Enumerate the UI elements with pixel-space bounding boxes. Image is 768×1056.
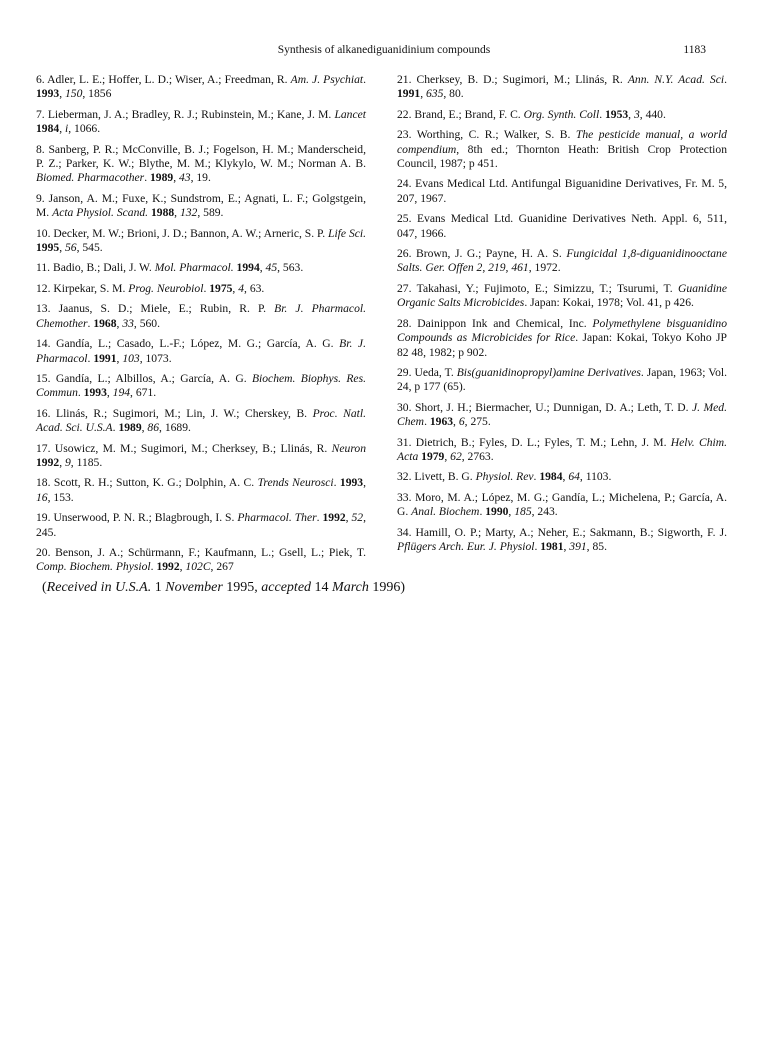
- text-segment: 1979: [421, 449, 445, 463]
- text-segment: . Japan: Kokai, Tokyo Koho JP 82 48, 1982; p 902.: [397, 331, 730, 359]
- text-segment: 102C: [185, 560, 211, 574]
- text-segment: 33. Moro, M. A.; López, M. G.; Gandía, L.; Michelena, P.; García, A. G.: [397, 490, 730, 519]
- reference-entry: [397, 525, 730, 555]
- text-segment: 1993: [339, 476, 364, 490]
- text-segment: 1989: [118, 421, 142, 435]
- text-segment: , 275.: [464, 415, 491, 429]
- text-segment: Physiol. Rev: [475, 470, 534, 484]
- text-segment: , 243.: [531, 505, 558, 519]
- text-segment: .: [534, 539, 541, 553]
- text-segment: ,: [173, 171, 179, 185]
- text-segment: 103: [122, 351, 140, 365]
- reference-entry: [397, 247, 730, 276]
- text-segment: 17. Usowicz, M. M.; Sugimori, M.; Cherksey, B.; Llinás, R.: [36, 441, 332, 455]
- text-segment: .: [87, 351, 94, 365]
- text-segment: ,: [116, 351, 123, 365]
- received-accepted-note: [42, 580, 405, 596]
- text-segment: 62: [450, 449, 462, 463]
- text-segment: .: [316, 511, 323, 525]
- text-segment: .: [112, 421, 119, 435]
- text-segment: , 85.: [586, 539, 607, 553]
- text-segment: 1963: [429, 415, 454, 429]
- reference-entry: [397, 365, 730, 395]
- text-segment: Ann. N.Y. Acad. Sci: [627, 73, 725, 86]
- text-segment: .: [479, 505, 486, 519]
- reference-entry: [36, 337, 369, 366]
- text-segment: November: [165, 580, 223, 595]
- text-segment: ,: [508, 505, 515, 519]
- text-segment: ,: [106, 386, 113, 400]
- text-segment: 45: [265, 261, 278, 275]
- text-segment: Comp. Biochem. Physiol: [36, 560, 151, 574]
- reference-entry: [397, 281, 730, 311]
- text-segment: Org. Synth. Coll: [523, 107, 600, 121]
- text-segment: 1988: [150, 206, 175, 220]
- text-segment: Life Sci.: [328, 226, 367, 240]
- text-segment: , 563.: [277, 261, 304, 275]
- text-segment: 13. Jaanus, S. D.; Miele, E.; Rubin, R. P.: [36, 302, 275, 316]
- text-segment: 14: [311, 580, 333, 595]
- text-segment: .: [424, 415, 430, 429]
- text-segment: ,: [179, 560, 186, 574]
- text-segment: . Japan, 1963; Vol. 24, p 177 (65).: [397, 365, 730, 394]
- text-segment: 14. Gandía, L.; Casado, L.-F.; López, M. G.; García, A. G.: [36, 337, 340, 351]
- text-segment: 185: [514, 505, 532, 519]
- text-segment: ,: [562, 470, 569, 484]
- text-segment: .: [533, 470, 540, 484]
- text-segment: Biochem. Biophys. Res. Commun: [36, 371, 369, 400]
- text-segment: Bis(guanidinopropyl)amine Derivatives: [456, 365, 641, 379]
- text-segment: 1993: [83, 386, 107, 400]
- text-segment: , 245.: [36, 511, 369, 539]
- reference-entry: [397, 400, 730, 430]
- text-segment: .: [87, 316, 94, 330]
- text-segment: 1968: [93, 316, 117, 330]
- text-segment: 20. Benson, J. A.; Schürmann, F.; Kaufmann, L.; Gsell, L.; Piek, T.: [36, 545, 369, 559]
- text-segment: ,: [116, 316, 123, 330]
- text-segment: , 545.: [76, 241, 103, 255]
- text-segment: 1996): [368, 580, 406, 595]
- text-segment: Acta Physiol. Scand.: [52, 206, 149, 220]
- text-segment: 26. Brown, J. G.; Payne, H. A. S.: [397, 247, 567, 261]
- text-segment: 635: [425, 87, 444, 101]
- text-segment: Helv. Chim. Acta: [397, 435, 730, 463]
- reference-entry: [36, 442, 366, 471]
- text-segment: Anal. Biochem: [411, 505, 480, 519]
- reference-entry: [36, 73, 369, 102]
- text-segment: Biomed. Pharmacother: [36, 171, 145, 185]
- text-segment: . Japan: Kokai, 1978; Vol. 41, p 426.: [524, 296, 694, 310]
- text-segment: , 1103.: [579, 470, 612, 484]
- text-segment: 21. Cherksey, B. D.; Sugimori, M.; Llinás, R.: [397, 73, 628, 86]
- text-segment: ,: [345, 511, 352, 525]
- text-segment: .: [77, 386, 84, 400]
- reference-entry: [36, 476, 369, 505]
- text-segment: Fungicidal 1,8-diguanidinooctane Salts. Ger. Offen 2, 219, 461: [397, 247, 730, 275]
- reference-entry: [36, 302, 369, 331]
- text-segment: 30. Short, J. H.; Biermacher, U.; Dunnigan, D. A.; Leth, T. D.: [397, 400, 692, 414]
- text-segment: accepted: [261, 580, 312, 595]
- text-segment: 86: [147, 421, 160, 435]
- reference-entry: [397, 177, 730, 206]
- text-segment: 1990: [485, 505, 509, 519]
- reference-entry: [397, 73, 730, 102]
- text-segment: .: [150, 560, 157, 574]
- text-segment: .: [724, 73, 730, 86]
- text-segment: [366, 108, 369, 121]
- text-segment: , 1066.: [68, 122, 101, 136]
- running-title: Synthesis of alkanediguanidinium compounds: [277, 44, 491, 56]
- text-segment: Trends Neurosci: [257, 476, 334, 490]
- reference-entry: [397, 212, 730, 241]
- text-segment: 34. Hamill, O. P.; Marty, A.; Neher, E.; Sakmann, B.; Sigworth, F. J.: [397, 525, 730, 539]
- text-segment: 22. Brand, E.; Brand, F. C.: [397, 107, 524, 121]
- text-segment: ,: [363, 476, 369, 490]
- text-segment: 31. Dietrich, B.; Fyles, D. L.; Fyles, T. M.; Lehn, J. M.: [397, 435, 671, 449]
- text-segment: 150: [64, 87, 83, 101]
- text-segment: , 8th ed.; Thornton Heath: British Crop Protection Council, 1987; p 451.: [397, 142, 730, 171]
- text-segment: Received in U.S.A.: [46, 580, 152, 595]
- text-segment: Guanidine Organic Salts Microbicides: [397, 281, 730, 310]
- text-segment: 3: [633, 107, 640, 121]
- text-segment: 1992: [322, 511, 346, 525]
- text-segment: , 1073.: [139, 351, 172, 365]
- text-segment: , 267: [210, 560, 234, 574]
- text-segment: .: [363, 73, 369, 86]
- text-segment: 43: [178, 171, 191, 185]
- reference-entry: [36, 545, 369, 575]
- text-segment: 16: [36, 490, 48, 504]
- text-segment: 1975: [209, 281, 233, 295]
- text-segment: Br. J. Pharmacol: [36, 337, 369, 365]
- text-segment: ,: [59, 122, 65, 136]
- text-segment: Br. J. Pharmacol. Chemother: [36, 302, 369, 330]
- text-segment: 33: [122, 316, 134, 330]
- text-segment: 9: [64, 455, 71, 469]
- text-segment: , 589.: [197, 206, 224, 220]
- text-segment: March: [332, 580, 369, 595]
- text-segment: .: [144, 171, 150, 185]
- text-segment: Am. J. Psychiat: [290, 73, 364, 86]
- text-segment: ,: [453, 415, 459, 429]
- text-segment: , 153.: [47, 490, 74, 504]
- text-segment: ,: [444, 449, 451, 463]
- text-segment: .: [203, 281, 210, 295]
- text-segment: 64: [568, 470, 580, 484]
- reference-entry: [36, 108, 366, 137]
- reference-entry: [36, 511, 369, 540]
- text-segment: Proc. Natl. Acad. Sci. U.S.A: [36, 406, 369, 435]
- text-segment: Neuron: [331, 441, 366, 455]
- text-segment: 1: [151, 580, 166, 595]
- reference-entry: [36, 142, 369, 186]
- text-segment: ,: [420, 87, 426, 101]
- text-segment: , 1856: [82, 87, 112, 101]
- text-segment: , 440.: [639, 107, 666, 121]
- text-segment: ,: [628, 107, 634, 121]
- text-segment: 27. Takahasi, Y.; Fujimoto, E.; Simizzu, T.; Tsurumi, T.: [397, 281, 679, 295]
- text-segment: 9. Janson, A. M.; Fuxe, K.; Sundstrom, E.; Agnati, L. F.; Golgstgein, M.: [36, 191, 369, 220]
- running-header: [0, 44, 768, 60]
- reference-entry: [36, 406, 369, 436]
- reference-entry: [397, 316, 730, 360]
- reference-entry: [36, 282, 366, 296]
- text-segment: 194: [112, 386, 131, 400]
- text-segment: 132: [179, 206, 198, 220]
- text-segment: , 19.: [190, 171, 211, 185]
- reference-entry: [36, 261, 366, 275]
- text-segment: 1992: [36, 455, 60, 469]
- reference-entry: [397, 108, 727, 122]
- text-segment: 1991: [93, 351, 117, 365]
- reference-entry: [36, 371, 369, 401]
- reference-entry: [397, 128, 730, 171]
- text-segment: , 671.: [130, 386, 157, 400]
- text-segment: 1995,: [222, 580, 262, 595]
- text-segment: 24. Evans Medical Ltd. Antifungal Biguanidine Derivatives, Fr. M. 5, 207, 1967.: [397, 177, 730, 205]
- text-segment: , 1972.: [528, 261, 561, 275]
- text-segment: 52: [351, 511, 364, 525]
- text-segment: 11. Badio, B.; Dali, J. W.: [36, 261, 155, 275]
- text-segment: i: [64, 122, 69, 136]
- text-segment: 1991: [397, 87, 421, 101]
- text-segment: (: [42, 580, 47, 595]
- text-segment: 12. Kirpekar, S. M.: [36, 281, 129, 295]
- text-segment: 391: [569, 539, 587, 553]
- text-segment: 15. Gandía, L.; Albillos, A.; García, A. G.: [36, 371, 252, 385]
- text-segment: J. Med. Chem: [397, 400, 730, 429]
- text-segment: [366, 227, 369, 240]
- references-column-right: [397, 73, 730, 560]
- text-segment: ,: [141, 421, 148, 435]
- reference-entry: [36, 191, 369, 221]
- text-segment: 1953: [604, 107, 629, 121]
- text-segment: , 1185.: [70, 455, 103, 469]
- text-segment: [366, 442, 369, 455]
- text-segment: 1984: [36, 122, 60, 136]
- text-segment: ,: [232, 281, 239, 295]
- reference-entry: [397, 435, 730, 465]
- text-segment: Prog. Neurobiol: [128, 281, 204, 295]
- text-segment: ,: [563, 539, 570, 553]
- text-segment: ,: [259, 261, 266, 275]
- text-segment: ,: [59, 87, 65, 101]
- text-segment: 16. Llinás, R.; Sugimori, M.; Lin, J. W.; Cherskey, B.: [36, 406, 313, 420]
- text-segment: 1995: [36, 241, 60, 255]
- text-segment: 6. Adler, L. E.; Hoffer, L. D.; Wiser, A.; Freedman, R.: [36, 73, 291, 86]
- text-segment: 32. Livett, B. G.: [397, 470, 476, 484]
- reference-entry: [397, 490, 730, 520]
- text-segment: 4: [238, 281, 245, 295]
- text-segment: 25. Evans Medical Ltd. Guanidine Derivatives Neth. Appl. 6, 511, 047, 1966.: [397, 212, 730, 240]
- text-segment: 28. Dainippon Ink and Chemical, Inc.: [397, 316, 593, 330]
- text-segment: The pesticide manual, a world compendium: [397, 128, 730, 156]
- text-segment: , 2763.: [461, 449, 494, 463]
- text-segment: 19. Unserwood, P. N. R.; Blagbrough, I. S.: [36, 511, 238, 525]
- text-segment: 6: [458, 415, 465, 429]
- text-segment: .: [333, 476, 340, 490]
- text-segment: Polymethylene bisguanidino Compounds as Microbicides for Rice: [397, 316, 730, 345]
- text-segment: 56: [64, 241, 77, 255]
- text-segment: 7. Lieberman, J. A.; Bradley, R. J.; Rubinstein, M.; Kane, J. M.: [36, 107, 335, 121]
- references-column-left: [36, 73, 369, 581]
- text-segment: 1993: [36, 87, 60, 101]
- text-segment: 1981: [540, 539, 564, 553]
- text-segment: , 63.: [244, 281, 265, 295]
- text-segment: , 560.: [133, 316, 160, 330]
- reference-entry: [397, 470, 727, 484]
- text-segment: 23. Worthing, C. R.; Walker, S. B.: [397, 128, 576, 142]
- text-segment: 1994: [236, 261, 260, 275]
- page-number: 1183: [683, 44, 706, 56]
- text-segment: ,: [59, 455, 65, 469]
- text-segment: 29. Ueda, T.: [397, 365, 457, 379]
- text-segment: Pflügers Arch. Eur. J. Physiol: [397, 539, 535, 553]
- text-segment: 1992: [156, 560, 180, 574]
- text-segment: 8. Sanberg, P. R.; McConville, B. J.; Fogelson, H. M.; Manderscheid, P. Z.; Parker, K. W.; Blythe, M. M.; Klykylo, W. M.; Norman A. B.: [36, 142, 369, 171]
- text-segment: ,: [174, 206, 180, 220]
- text-segment: , 1689.: [159, 421, 191, 435]
- text-segment: Mol. Pharmacol.: [154, 261, 234, 275]
- text-segment: Lancet: [334, 107, 366, 121]
- text-segment: 1984: [539, 470, 563, 484]
- text-segment: , 80.: [443, 87, 464, 101]
- text-segment: Pharmacol. Ther: [237, 511, 317, 525]
- text-segment: 10. Decker, M. W.; Brioni, J. D.; Bannon, A. W.; Arneric, S. P.: [36, 226, 328, 240]
- text-segment: .: [599, 107, 605, 121]
- text-segment: ,: [59, 241, 65, 255]
- reference-entry: [36, 227, 366, 256]
- text-segment: 1989: [150, 171, 174, 185]
- text-segment: 18. Scott, R. H.; Sutton, K. G.; Dolphin, A. C.: [36, 476, 258, 490]
